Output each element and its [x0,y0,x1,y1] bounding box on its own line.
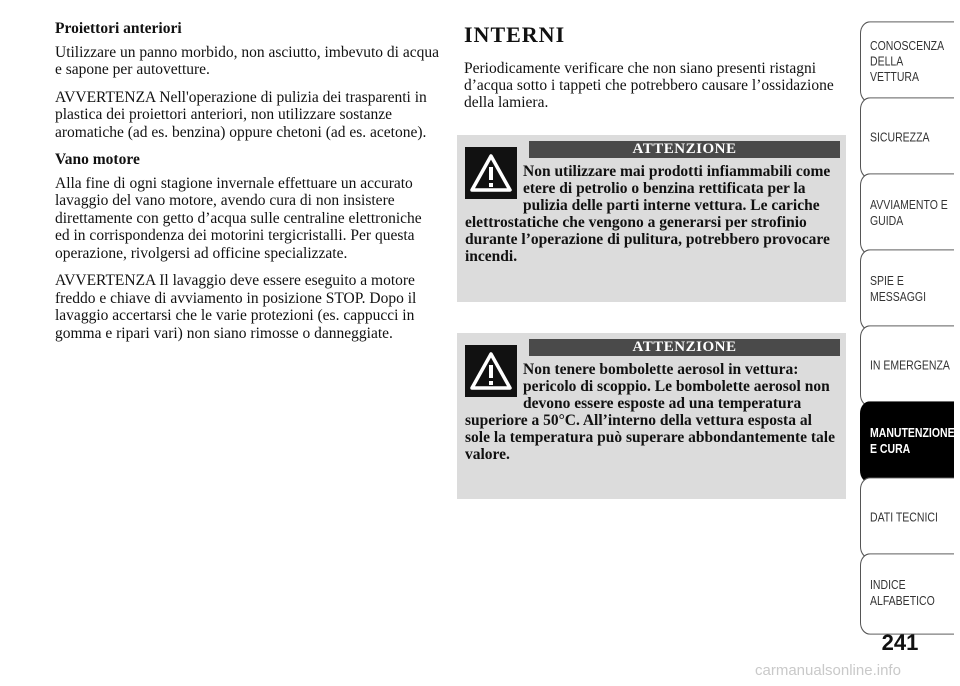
tab-avviamento[interactable]: AVVIAMENTO E GUIDA [860,173,954,255]
section-title: INTERNI [464,22,566,47]
warning-triangle-icon [465,147,517,199]
tab-manutenzione[interactable]: MANUTENZIONE E CURA [860,401,954,483]
warning-box [457,135,846,302]
page-number: 241 [881,630,919,655]
tab-sicurezza[interactable]: SICUREZZA [860,97,954,179]
section-intro: Periodicamente verificare che non siano presenti ristagni d’acqua sotto i tappeti che potrebbero causare l’ossidazione della lamiera. [464,60,834,111]
warning-triangle-icon [465,345,517,397]
warning-header: ATTENZIONE [529,141,840,158]
tab-conoscenza[interactable]: CONOSCENZA DELLA VETTURA [860,21,954,103]
engine-heading: Vano motore [55,151,140,168]
engine-text: Alla fine di ogni stagione invernale effettuare un accurato lavaggio del vano motore, avendo cura di non insistere direttamente con getto d’acqua sulle centraline elettroniche ed in corrispondenza dei motorini tergicristalli. Per questa operazione, rivolgersi ad officine specializzate. [55,174,422,262]
warning-box [457,333,846,499]
engine-warning: AVVERTENZA Il lavaggio deve essere eseguito a motore freddo e chiave di avviamento in posizione STOP. Dopo il lavaggio accertarsi che le varie protezioni (es. cappucci in gomma e ripari vari) non siano rimosse o danneggiate. [55,272,417,342]
warning-text: Non tenere bombolette aerosol in vettura: pericolo di scoppio. Le bombolette aerosol non devono essere esposte ad una temperatura superiore a 50°C. All’interno della vettura esposta al sole la temperatura può superare abbondantemente tale valore. [465,361,835,463]
left-column [55,20,440,352]
headlamps-heading: Proiettori anteriori [55,20,182,37]
headlamps-text: Utilizzare un panno morbido, non asciutto, imbevuto di acqua e sapone per autovetture. [55,43,439,78]
warning-text: Non utilizzare mai prodotti infiammabili come etere di petrolio o benzina rettificata per la pulizia delle parti interne vettura. Le cariche elettrostatiche che vengono a generarsi per strofinio durante l’operazione di pulitura, potrebbero provocare incendi. [465,163,831,265]
tab-spie[interactable]: SPIE E MESSAGGI [860,249,954,331]
warning-header: ATTENZIONE [529,339,840,356]
right-column [464,22,846,111]
tab-indice[interactable]: INDICE ALFABETICO [860,553,954,635]
tab-emergenza[interactable]: IN EMERGENZA [860,325,954,407]
headlamps-warning: AVVERTENZA Nell'operazione di pulizia dei trasparenti in plastica dei proiettori anteriori, non utilizzare sostanze aromatiche (ad es. benzina) oppure chetoni (ad es. acetone). [55,88,427,141]
footer-watermark: carmanualsonline.info [755,662,901,679]
tab-dati-tecnici[interactable]: DATI TECNICI [860,477,954,559]
